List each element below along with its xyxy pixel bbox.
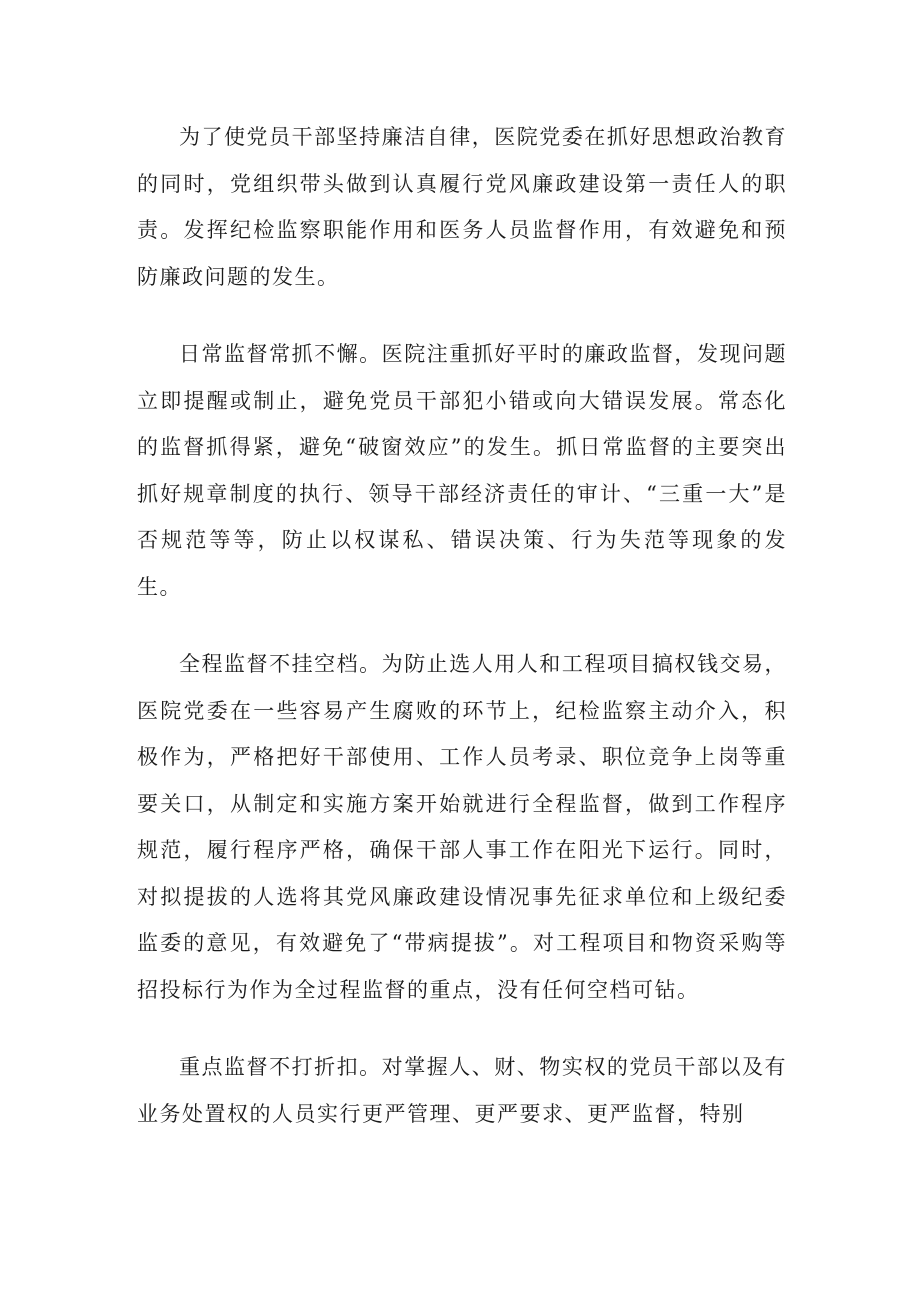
document-body bbox=[137, 114, 787, 1137]
paragraph-key-supervision: 重点监督不打折扣。对掌握人、财、物实权的党员干部以及有业务处置权的人员实行更严管理、更严要求、更严监督，特别 bbox=[137, 1055, 787, 1126]
paragraph-daily-supervision: 日常监督常抓不懈。医院注重抓好平时的廉政监督，发现问题立即提醒或制止，避免党员干部犯小错或向大错误发展。常态化的监督抓得紧，避免“破窗效应”的发生。抓日常监督的主要突出抓好规章制度的执行、领导干部经济责任的审计、“三重一大”是否规范等等，防止以权谋私、错误决策、行为失范等现象的发生。 bbox=[137, 342, 787, 599]
paragraph-full-process-supervision: 全程监督不挂空档。为防止选人用人和工程项目搞权钱交易，医院党委在一些容易产生腐败的环节上，纪检监察主动介入，积极作为，严格把好干部使用、工作人员考录、职位竞争上岗等重要关口，从制定和实施方案开始就进行全程监督，做到工作程序规范，履行程序严格，确保干部人事工作在阳光下运行。同时，对拟提拔的人选将其党风廉政建设情况事先征求单位和上级纪委监委的意见，有效避免了“带病提拔”。对工程项目和物资采购等招投标行为作为全过程监督的重点，没有任何空档可钻。 bbox=[137, 652, 787, 1002]
paragraph-intro: 为了使党员干部坚持廉洁自律，医院党委在抓好思想政治教育的同时，党组织带头做到认真履行党风廉政建设第一责任人的职责。发挥纪检监察职能作用和医务人员监督作用，有效避免和预防廉政问题的发生。 bbox=[137, 125, 787, 289]
